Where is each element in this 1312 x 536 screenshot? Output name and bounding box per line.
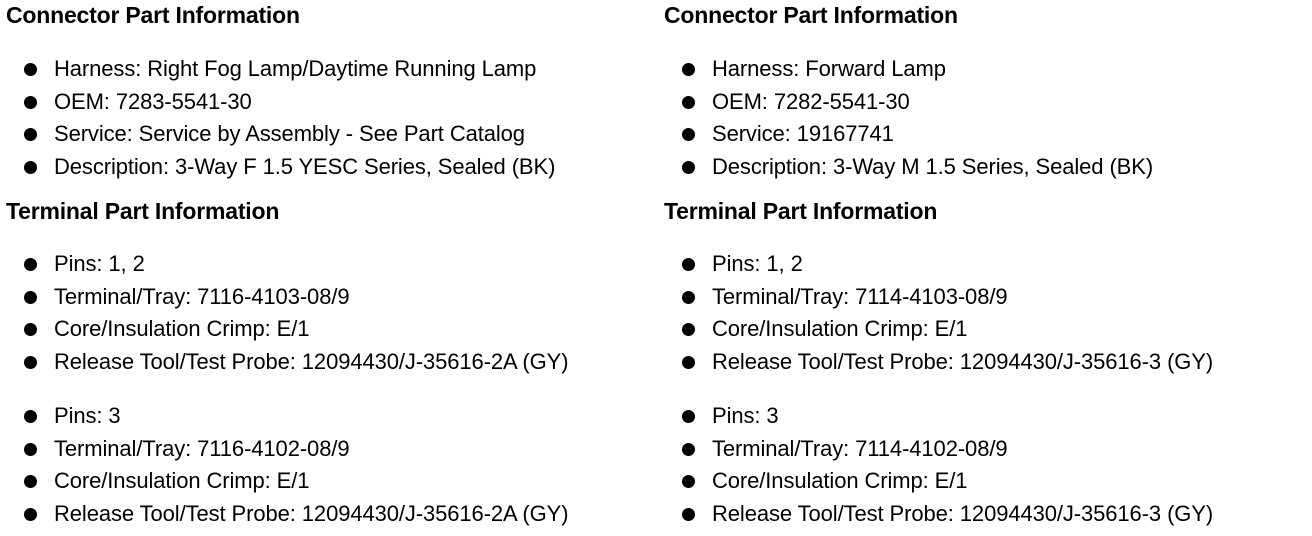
list-item: Core/Insulation Crimp: E/1	[6, 465, 568, 498]
list-item: Harness: Forward Lamp	[664, 53, 1153, 86]
list-item: Core/Insulation Crimp: E/1	[6, 313, 568, 346]
connector-heading: Connector Part Information	[664, 2, 958, 28]
list-item: Terminal/Tray: 7114-4102-08/9	[664, 433, 1213, 466]
terminal-heading: Terminal Part Information	[664, 198, 938, 224]
list-item: Description: 3-Way F 1.5 YESC Series, Sealed (BK)	[6, 151, 555, 184]
list-item: Core/Insulation Crimp: E/1	[664, 465, 1213, 498]
list-item: Pins: 3	[664, 400, 1213, 433]
list-item: Release Tool/Test Probe: 12094430/J-35616-2A (GY)	[6, 346, 568, 379]
list-item: Terminal/Tray: 7116-4102-08/9	[6, 433, 568, 466]
terminal-heading: Terminal Part Information	[6, 198, 280, 224]
list-item: Service: 19167741	[664, 118, 1153, 151]
terminal-group-list	[664, 400, 1213, 531]
list-item: Core/Insulation Crimp: E/1	[664, 313, 1213, 346]
connector-info-list	[6, 53, 555, 184]
list-item: Service: Service by Assembly - See Part Catalog	[6, 118, 555, 151]
list-item: Pins: 1, 2	[6, 248, 568, 281]
terminal-group-list	[664, 248, 1213, 379]
list-item: Description: 3-Way M 1.5 Series, Sealed (BK)	[664, 151, 1153, 184]
connector-heading: Connector Part Information	[6, 2, 300, 28]
list-item: Pins: 3	[6, 400, 568, 433]
list-item: Release Tool/Test Probe: 12094430/J-35616-3 (GY)	[664, 498, 1213, 531]
list-item: Release Tool/Test Probe: 12094430/J-35616-2A (GY)	[6, 498, 568, 531]
connector-info-list	[664, 53, 1153, 184]
list-item: Release Tool/Test Probe: 12094430/J-35616-3 (GY)	[664, 346, 1213, 379]
list-item: Pins: 1, 2	[664, 248, 1213, 281]
list-item: OEM: 7283-5541-30	[6, 86, 555, 119]
terminal-group-list	[6, 248, 568, 379]
list-item: Terminal/Tray: 7116-4103-08/9	[6, 281, 568, 314]
list-item: OEM: 7282-5541-30	[664, 86, 1153, 119]
terminal-group-list	[6, 400, 568, 531]
list-item: Terminal/Tray: 7114-4103-08/9	[664, 281, 1213, 314]
list-item: Harness: Right Fog Lamp/Daytime Running Lamp	[6, 53, 555, 86]
